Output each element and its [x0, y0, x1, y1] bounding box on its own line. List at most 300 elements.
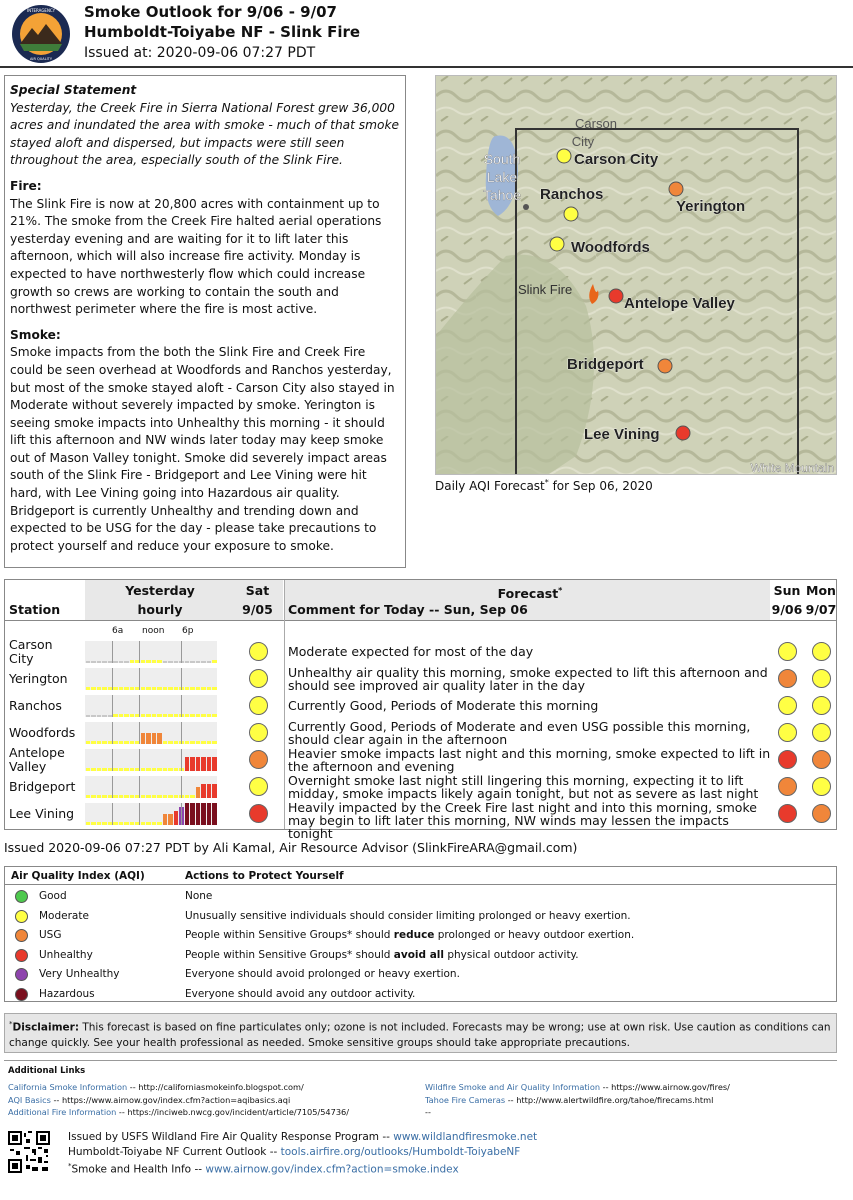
link-left-2[interactable]: Additional Fire Information: [8, 1107, 117, 1117]
airnow-smoke-link[interactable]: www.airnow.gov/index.cfm?action=smoke.index: [205, 1163, 459, 1176]
hourly-bar: [124, 822, 129, 825]
forecast-comment: [288, 801, 774, 840]
hourly-bar: [212, 687, 217, 690]
aqi-color-dot: [15, 988, 28, 1001]
hourly-bar: [174, 811, 179, 825]
aqi-row-unhealthy: [5, 946, 836, 965]
hourly-bar: [157, 714, 162, 717]
hourly-bar: [102, 795, 107, 798]
current-outlook-link[interactable]: tools.airfire.org/outlooks/Humboldt-ToiyabeNF: [280, 1145, 521, 1158]
aqi-header-left: Air Quality Index (AQI): [11, 870, 145, 882]
hourly-sparkline: [85, 695, 217, 717]
tick-noon: noon: [142, 626, 165, 636]
map-label-ranchos: Ranchos: [540, 186, 604, 203]
hourly-bar: [185, 803, 190, 825]
comment-line: Moderate expected for most of the day: [288, 644, 534, 659]
hourly-bar: [124, 741, 129, 744]
hourly-bar: [212, 757, 217, 771]
station-antelope-valley: [9, 746, 65, 774]
link-url: -- http://californiasmokeinfo.blogspot.com/: [127, 1082, 304, 1092]
hourly-tick-line: [112, 749, 113, 771]
hourly-bar: [124, 661, 129, 663]
hourly-bar: [119, 687, 124, 690]
footer-line-1: Issued by USFS Wildland Fire Air Quality Response Program -- www.wildlandfiresmoke.net: [68, 1131, 538, 1143]
links-title: Additional Links: [8, 1066, 86, 1076]
aqi-action-text: People within Sensitive Groups* should avoid all physical outdoor activity.: [185, 948, 579, 961]
hourly-bar: [190, 687, 195, 690]
hourly-bar: [157, 822, 162, 825]
mon-aqi-dot: [812, 642, 831, 661]
map-label-carson-small-2: City: [571, 134, 595, 149]
hourly-sparkline: [85, 776, 217, 798]
map-caption: [435, 478, 653, 493]
qr-code[interactable]: [8, 1131, 50, 1173]
hourly-bar: [119, 714, 124, 717]
footer: [68, 1130, 537, 1177]
hourly-sparkline: [85, 803, 217, 825]
aqi-category-label: Hazardous: [39, 987, 95, 1000]
link-right-0[interactable]: Wildfire Smoke and Air Quality Information: [425, 1082, 601, 1092]
hourly-bar: [201, 803, 206, 825]
hourly-bar: [146, 795, 151, 798]
col-sun: Sun: [773, 583, 801, 598]
hourly-sparkline: [85, 722, 217, 744]
hourly-bar: [190, 714, 195, 717]
aqi-action-text: None: [185, 890, 213, 902]
hourly-bar: [163, 768, 168, 771]
sun-aqi-dot: [778, 723, 797, 742]
hourly-bar: [146, 714, 151, 717]
map-marker-woodfords[interactable]: [550, 237, 564, 251]
link-url: -- http://www.alertwildfire.org/tahoe/firecams.html: [505, 1094, 714, 1105]
map-label-lake: Lake: [486, 169, 518, 185]
hourly-bar: [130, 741, 135, 744]
comment-line: Currently Good, Periods of Moderate this morning: [288, 698, 599, 713]
hourly-bar: [124, 795, 129, 798]
hourly-bar: [157, 795, 162, 798]
aqi-action-text: Everyone should avoid prolonged or heavy exertion.: [185, 968, 460, 980]
col-forecast: Forecast*: [497, 586, 563, 602]
map-label-bridgeport: Bridgeport: [567, 356, 644, 373]
hourly-bar: [113, 822, 118, 825]
hourly-bar: [102, 741, 107, 744]
south-lake-tahoe-marker: [523, 204, 529, 210]
statement-box: [4, 75, 406, 568]
hourly-bar: [119, 661, 124, 663]
hourly-bar: [113, 768, 118, 771]
sun-aqi-dot: [778, 669, 797, 688]
hourly-bar: [130, 822, 135, 825]
aqi-row-hazardous: [5, 985, 836, 1004]
hourly-bar: [152, 660, 157, 663]
hourly-bar: [174, 661, 179, 663]
aqi-row-good: [5, 887, 836, 906]
mon-aqi-dot: [812, 723, 831, 742]
hourly-tick-line: [112, 695, 113, 717]
hourly-bar: [113, 687, 118, 690]
station-name-line: Antelope: [9, 745, 65, 760]
hourly-tick-line: [181, 695, 182, 717]
sat-aqi-dot: [249, 642, 268, 661]
sat-aqi-dot: [249, 723, 268, 742]
hourly-bar: [130, 795, 135, 798]
hourly-tick-line: [112, 776, 113, 798]
aqi-row-moderate: [5, 907, 836, 926]
hourly-bar: [91, 822, 96, 825]
hourly-bar: [168, 795, 173, 798]
aqi-header-row: [5, 867, 836, 885]
hourly-bar: [141, 822, 146, 825]
hourly-tick-line: [181, 668, 182, 690]
station-name-line: Ranchos: [9, 698, 62, 713]
mon-aqi-dot: [812, 750, 831, 769]
hourly-bar: [91, 795, 96, 798]
hourly-bar: [86, 741, 91, 744]
hourly-tick-line: [181, 803, 182, 825]
hourly-bar: [168, 687, 173, 690]
hourly-bar: [207, 803, 212, 825]
col-comment: Comment for Today -- Sun, Sep 06: [288, 602, 528, 617]
map-marker-bridgeport[interactable]: [658, 359, 672, 373]
link-row: [8, 1106, 349, 1119]
aqi-action-text: People within Sensitive Groups* should reduce prolonged or heavy outdoor exertion.: [185, 929, 635, 941]
station-woodfords: [9, 726, 75, 740]
hourly-bar: [185, 714, 190, 717]
additional-links: [8, 1066, 838, 1117]
station-yerington: [9, 672, 68, 686]
hourly-bar: [157, 733, 162, 744]
hourly-sparkline: [85, 668, 217, 690]
hourly-bar: [102, 715, 107, 717]
hourly-tick-line: [139, 695, 140, 717]
map-label-yerington: Yerington: [676, 198, 746, 215]
aqi-color-dot: [15, 968, 28, 981]
hourly-bar: [212, 660, 217, 663]
hourly-bar: [190, 661, 195, 663]
mon-aqi-dot: [812, 804, 831, 823]
station-lee-vining: [9, 807, 74, 821]
page-title: Smoke Outlook for 9/06 - 9/07: [84, 3, 337, 21]
hourly-bar: [130, 714, 135, 717]
special-statement-text: Yesterday, the Creek Fire in Sierra National Forest grew 36,000 acres and inundated the area with smoke - much of that smoke stayed aloft and dispersed, but impacts were still seen throughout the area, especially south of the Slink Fire.: [10, 100, 400, 168]
hourly-bar: [130, 768, 135, 771]
hourly-bar: [91, 687, 96, 690]
hourly-bar: [86, 661, 91, 663]
hourly-bar: [102, 661, 107, 663]
hourly-bar: [102, 768, 107, 771]
hourly-bar: [190, 757, 195, 771]
hourly-bar: [86, 715, 91, 717]
link-row: [8, 1094, 349, 1107]
hourly-bar: [141, 714, 146, 717]
hourly-bar: [163, 814, 168, 825]
hourly-bar: [86, 822, 91, 825]
hourly-bar: [174, 795, 179, 798]
hourly-bar: [168, 714, 173, 717]
hourly-bar: [168, 768, 173, 771]
hourly-bar: [152, 714, 157, 717]
aqi-legend-table: [4, 866, 837, 1002]
hourly-bar: [212, 784, 217, 798]
hourly-bar: [152, 768, 157, 771]
aqi-forecast-map[interactable]: [435, 75, 837, 475]
hourly-tick-line: [139, 641, 140, 663]
map-label-slink-fire: Slink Fire: [518, 282, 573, 297]
comment-line: should see improved air quality later in the day: [288, 678, 586, 693]
sun-aqi-dot: [778, 804, 797, 823]
aqi-color-dot: [15, 949, 28, 962]
map-label-south: South: [483, 151, 521, 167]
hourly-bar: [196, 787, 201, 798]
map-label-carson-city: Carson City: [574, 151, 659, 168]
hourly-tick-line: [181, 749, 182, 771]
footer-line-2: Humboldt-Toiyabe NF Current Outlook -- tools.airfire.org/outlooks/Humboldt-ToiyabeNF: [68, 1145, 521, 1158]
hourly-bar: [141, 687, 146, 690]
aqi-color-dot: [15, 910, 28, 923]
station-name-line: Bridgeport: [9, 779, 76, 794]
mon-aqi-dot: [812, 696, 831, 715]
hourly-bar: [141, 660, 146, 663]
hourly-bar: [97, 741, 102, 744]
hourly-bar: [163, 714, 168, 717]
hourly-bar: [141, 795, 146, 798]
hourly-bar: [141, 768, 146, 771]
aqi-row-usg: [5, 926, 836, 945]
links-divider: [4, 1060, 837, 1061]
hourly-bar: [207, 661, 212, 663]
links-left-column: [8, 1081, 349, 1119]
aqi-category-label: Unhealthy: [39, 948, 93, 961]
map-marker-antelope-valley[interactable]: [609, 289, 623, 303]
hourly-bar: [124, 687, 129, 690]
hourly-tick-line: [181, 722, 182, 744]
hourly-bar: [201, 661, 206, 663]
hourly-bar: [152, 733, 157, 744]
sat-aqi-dot: [249, 669, 268, 688]
hourly-bar: [152, 687, 157, 690]
hourly-bar: [196, 661, 201, 663]
forecast-comment: [288, 774, 774, 800]
hourly-bar: [190, 795, 195, 798]
hourly-bar: [163, 741, 168, 744]
map-marker-ranchos[interactable]: [564, 207, 578, 221]
hourly-tick-line: [112, 803, 113, 825]
map-label-tahoe: Tahoe: [482, 187, 522, 203]
col-sat: Sat: [245, 583, 270, 598]
hourly-bar: [207, 784, 212, 798]
fire-text: The Slink Fire is now at 20,800 acres with containment up to 21%. The smoke from the Creek Fire halted aerial operations yesterday evening and are waiting for it to lift later this afternoon, which will also increase fire activity. Monday is expected to have northwesterly flow which could increase growth so crews are working to contain the south and northwest perimeter where the fire is most active.: [10, 196, 382, 317]
col-sat-date: 9/05: [242, 602, 273, 617]
forecast-table: [4, 579, 837, 841]
aqi-color-dot: [15, 929, 28, 942]
smoke-text: Smoke impacts from the both the Slink Fire and Creek Fire could be seen overhead at Woodfords and Ranchos yesterday, but most of the smoke stayed aloft - Carson City also stayed in Moderate without severely impacted by smoke. Yerington is seeing smoke impacts into Unhealthy this morning - it should lift this afternoon and NW winds later today may keep smoke out of Mason Valley tonight. Smoke did severely impact areas south of the Slink Fire - Bridgeport and Lee Vining were hit hard, with Lee Vining going into Hazardous air quality. Bridgeport is currently Unhealthy and trending down and expected to be USG for the day - please take precautions to protect yourself and reduce your exposure to smoke.: [10, 345, 395, 553]
sat-aqi-dot: [249, 804, 268, 823]
agency-logo: [6, 4, 76, 64]
station-name-line: City: [9, 651, 34, 666]
comment-line: midday, smoke impacts likely again tonight, but not as severe as last night: [288, 786, 759, 801]
hourly-bar: [152, 795, 157, 798]
map-marker-carson-city[interactable]: [557, 149, 571, 163]
station-name-line: Valley: [9, 759, 47, 774]
svg-text:INTERAGENCY: INTERAGENCY: [26, 8, 56, 13]
hourly-bar: [97, 715, 102, 717]
hourly-bar: [212, 741, 217, 744]
col-station: Station: [9, 602, 61, 617]
hourly-bar: [196, 714, 201, 717]
hourly-bar: [174, 768, 179, 771]
hourly-sparkline: [85, 749, 217, 771]
hourly-tick-line: [181, 776, 182, 798]
hourly-bar: [212, 714, 217, 717]
hourly-bar: [130, 660, 135, 663]
hourly-bar: [113, 795, 118, 798]
sat-aqi-dot: [249, 750, 268, 769]
station-name-line: Lee Vining: [9, 806, 75, 821]
hourly-bar: [157, 687, 162, 690]
map-label-antelope-valley: Antelope Valley: [624, 295, 735, 312]
sun-aqi-dot: [778, 777, 797, 796]
hourly-tick-line: [181, 641, 182, 663]
smoke-heading: Smoke:: [10, 327, 61, 342]
hourly-tick-line: [139, 803, 140, 825]
issued-timestamp: Issued at: 2020-09-06 07:27 PDT: [84, 45, 316, 61]
map-caption-sup: *: [544, 478, 549, 487]
map-label-woodfords: Woodfords: [571, 239, 650, 256]
forecast-comment: [288, 666, 774, 692]
hourly-bar: [174, 714, 179, 717]
hourly-bar: [201, 714, 206, 717]
aqi-category-label: USG: [39, 929, 62, 941]
station-name-line: Yerington: [9, 671, 68, 686]
hourly-tick-line: [112, 722, 113, 744]
aqi-action-text: Unusually sensitive individuals should consider limiting prolonged or heavy exertion.: [185, 909, 631, 922]
hourly-bar: [97, 822, 102, 825]
aqi-color-dot: [15, 890, 28, 903]
sat-aqi-dot: [249, 696, 268, 715]
map-label-lee-vining: Lee Vining: [584, 426, 660, 443]
hourly-bar: [190, 803, 195, 825]
map-marker-yerington[interactable]: [669, 182, 683, 196]
link-url: -- https://www.airnow.gov/fires/: [600, 1082, 730, 1092]
station-carson-city: [9, 638, 53, 666]
wildlandfiresmoke-link[interactable]: www.wildlandfiresmoke.net: [393, 1131, 538, 1143]
tick-6p: 6p: [182, 626, 194, 636]
header-divider: [0, 66, 853, 68]
sat-aqi-dot: [249, 777, 268, 796]
sun-aqi-dot: [778, 642, 797, 661]
station-name-line: Woodfords: [9, 725, 76, 740]
disclaimer-box: [4, 1013, 837, 1053]
hourly-bar: [163, 661, 168, 663]
hourly-bar: [201, 741, 206, 744]
hourly-bar: [201, 757, 206, 771]
aqi-category-label: Good: [39, 890, 67, 902]
hourly-bar: [146, 768, 151, 771]
aqi-category-label: Very Unhealthy: [39, 968, 120, 980]
comment-line: may begin to lift later this morning, NW winds may lessen the impacts tonight: [288, 813, 729, 841]
map-label-white-mountain: White Mountain: [750, 461, 834, 475]
aqi-row-very-unhealthy: [5, 965, 836, 984]
hourly-bar: [185, 795, 190, 798]
hourly-bar: [119, 768, 124, 771]
hourly-bar: [141, 733, 146, 744]
hourly-bar: [119, 822, 124, 825]
col-yesterday: Yesterday: [125, 583, 195, 598]
hourly-bar: [185, 687, 190, 690]
hourly-bar: [174, 741, 179, 744]
hourly-bar: [97, 768, 102, 771]
col-mon-date: 9/07: [805, 602, 837, 617]
tick-6a: 6a: [112, 626, 124, 636]
link-right-1[interactable]: Tahoe Fire Cameras: [425, 1094, 506, 1105]
comment-line: Currently Good, Periods of Moderate and even USG possible this morning,: [288, 719, 751, 734]
link-url: --: [425, 1107, 431, 1117]
comment-line: Overnight smoke last night still lingering this morning, expecting it to lift: [288, 773, 744, 788]
hourly-bar: [86, 768, 91, 771]
hourly-bar: [91, 768, 96, 771]
hourly-bar: [119, 795, 124, 798]
hourly-bar: [207, 714, 212, 717]
forecast-comment: [288, 720, 774, 746]
map-caption-suffix: for Sep 06, 2020: [548, 479, 653, 493]
hourly-sparkline: [85, 641, 217, 663]
map-graphic: [436, 76, 837, 475]
hourly-bar: [91, 661, 96, 663]
station-ranchos: [9, 699, 62, 713]
sun-aqi-dot: [778, 696, 797, 715]
hourly-bar: [168, 661, 173, 663]
fire-heading: Fire:: [10, 178, 42, 193]
hourly-bar: [196, 803, 201, 825]
hourly-bar: [146, 822, 151, 825]
link-row: [425, 1094, 730, 1107]
mon-aqi-dot: [812, 777, 831, 796]
header: [0, 0, 853, 68]
hourly-bar: [163, 795, 168, 798]
link-left-0[interactable]: California Smoke Information: [8, 1082, 128, 1092]
disclaimer-text: This forecast is based on fine particulates only; ozone is not included. Forecasts may be wrong; use at own risk. Use caution as conditions can change quickly. See your health professional as needed. Smoke sensitive groups should take appropriate precautions.: [9, 1021, 831, 1049]
hourly-bar: [97, 795, 102, 798]
page-subtitle: Humboldt-Toiyabe NF - Slink Fire: [84, 23, 361, 41]
forecast-comment: [288, 747, 774, 773]
hourly-bar: [91, 741, 96, 744]
link-row: [425, 1081, 730, 1094]
hourly-tick-line: [112, 668, 113, 690]
hourly-bar: [207, 687, 212, 690]
hourly-bar: [207, 741, 212, 744]
issued-by-line: Issued 2020-09-06 07:27 PDT by Ali Kamal, Air Resource Advisor (SlinkFireARA@gmail.com): [4, 840, 578, 855]
aqi-action-text: Everyone should avoid any outdoor activity.: [185, 987, 416, 1000]
hourly-bar: [196, 687, 201, 690]
footer-line-3: *Smoke and Health Info -- www.airnow.gov/index.cfm?action=smoke.index: [68, 1162, 459, 1176]
aqi-category-label: Moderate: [39, 909, 89, 922]
comment-line: Unhealthy air quality this morning, smoke expected to lift this afternoon and: [288, 665, 768, 680]
hourly-bar: [146, 733, 151, 744]
map-label-carson-small-1: Carson: [575, 116, 617, 131]
hourly-bar: [163, 687, 168, 690]
disclaimer-label: Disclaimer:: [12, 1021, 80, 1034]
map-marker-lee-vining[interactable]: [676, 426, 690, 440]
hourly-bar: [185, 757, 190, 771]
hourly-bar: [196, 757, 201, 771]
hourly-bar: [97, 661, 102, 663]
hourly-bar: [91, 715, 96, 717]
hourly-bar: [119, 741, 124, 744]
hourly-tick-line: [139, 722, 140, 744]
mon-aqi-dot: [812, 669, 831, 688]
link-left-1[interactable]: AQI Basics: [8, 1094, 51, 1105]
forecast-column-divider: [284, 580, 285, 829]
